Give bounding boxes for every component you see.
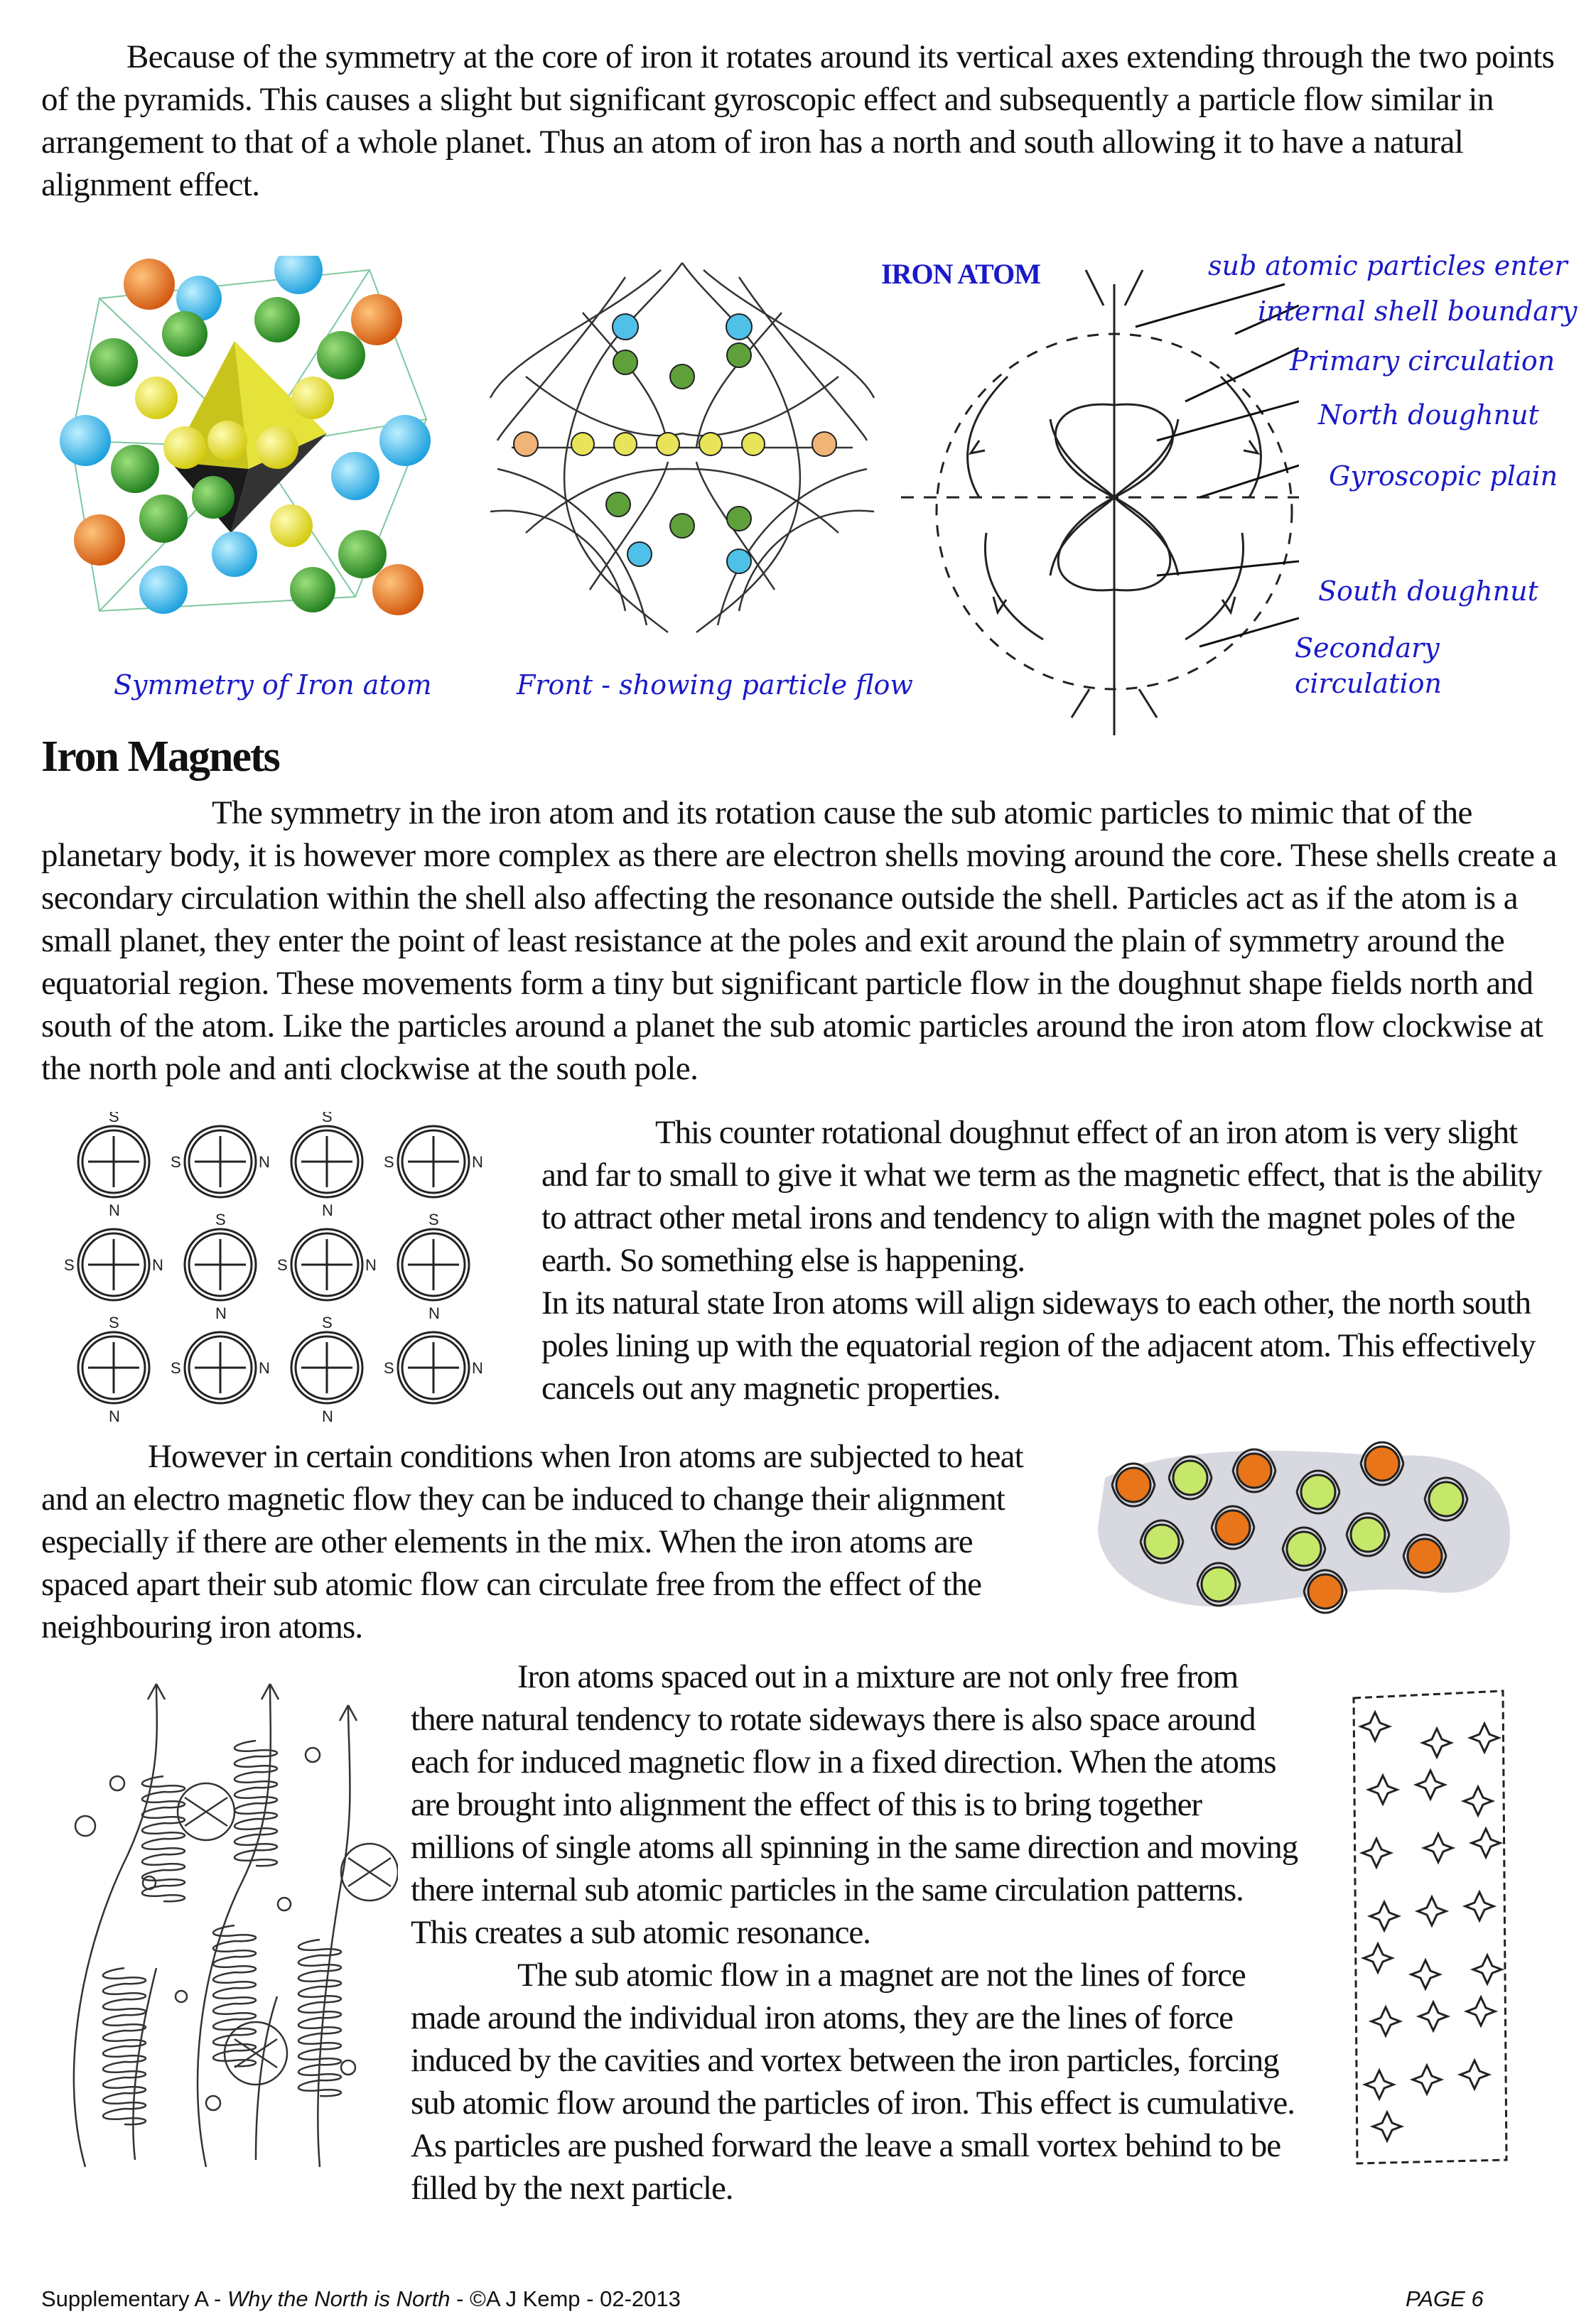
- svg-text:N: N: [259, 1153, 270, 1171]
- label-north-doughnut: North doughnut: [1318, 399, 1539, 431]
- svg-text:N: N: [472, 1153, 483, 1171]
- iron-atom-diagram: [901, 263, 1299, 739]
- svg-text:N: N: [322, 1407, 333, 1425]
- particle-flow-sketch: [483, 256, 881, 639]
- label-secondary: Secondary: [1295, 632, 1440, 664]
- iron-symmetry-illustration: [57, 256, 455, 639]
- atom-alignment-grid: [64, 1112, 519, 1425]
- svg-text:N: N: [472, 1359, 483, 1377]
- svg-text:S: S: [64, 1256, 75, 1274]
- footer-line: [41, 2286, 681, 2312]
- section-heading: Iron Magnets: [41, 733, 279, 781]
- paragraph-counter-rotation: This counter rotational doughnut effect of an iron atom is very slight and far to small to give it what we term as the magnetic effect, that is the ability to attract other metal irons and tendency to align with the magnet poles of the earth. So something else is happening.: [541, 1114, 1542, 1279]
- label-shell-boundary: internal shell boundary: [1258, 296, 1578, 327]
- label-particles-enter: sub atomic particles enter: [1208, 250, 1568, 281]
- svg-text:S: S: [322, 1314, 333, 1331]
- paragraph-symmetry: The symmetry in the iron atom and its rotation cause the sub atomic particles to mimic that of the planetary body, it is however more complex as there are electron shells moving around the core. These shells create a secondary circulation within the shell also affecting the resonance outside the shell. Particles act as if the atom is a small planet, they enter the point of least resistance at the poles and exit around the plain of symmetry around the equatorial region. These movements form a tiny but significant particle flow in the doughnut shape fields north and south of the atom. Like the particles around a planet the sub atomic particles around the iron atom flow clockwise at the north pole and anti clockwise at the south pole.: [41, 794, 1557, 1087]
- svg-text:S: S: [215, 1211, 226, 1228]
- vortex-flow-sketch: [43, 1670, 398, 2181]
- label-gyroscopic-plain: Gyroscopic plain: [1329, 460, 1558, 492]
- footer-title: Why the North is North: [227, 2286, 451, 2311]
- svg-text:N: N: [109, 1201, 120, 1219]
- iron-atom-title: IRON ATOM: [881, 258, 1040, 290]
- svg-text:S: S: [428, 1211, 439, 1228]
- label-circulation: circulation: [1295, 668, 1442, 699]
- paragraph-induced-alignment: However in certain conditions when Iron atoms are subjected to heat and an electro magnetic flow they can be induced to change their alignment especially if there are other elements in the mix. When the iron atoms are spaced apart their sub atomic flow can circulate free from the effect of the neighbouring iron atoms.: [41, 1438, 1023, 1645]
- svg-text:S: S: [109, 1112, 119, 1125]
- front-flow-caption: Front - showing particle flow: [517, 669, 913, 701]
- svg-text:S: S: [171, 1153, 181, 1171]
- svg-text:S: S: [109, 1314, 119, 1331]
- svg-text:N: N: [259, 1359, 270, 1377]
- magnet-bar-sketch: [1339, 1684, 1524, 2174]
- svg-text:N: N: [365, 1256, 377, 1274]
- svg-text:S: S: [322, 1112, 333, 1125]
- paragraph-spaced-mixture: Iron atoms spaced out in a mixture are not only free from there natural tendency to rotate sideways there is also space around each for induced magnetic flow in a fixed direction. When the atoms are brought into alignment the effect of this is to bring together millions of single atoms all spinning in the same direction and moving there internal sub atomic particles in the same circulation patterns. This creates a sub atomic resonance.: [411, 1658, 1298, 1951]
- svg-text:S: S: [384, 1359, 394, 1377]
- footer-prefix: Supplementary A -: [41, 2286, 227, 2311]
- svg-text:S: S: [277, 1256, 288, 1274]
- footer-suffix: - ©A J Kemp - 02-2013: [450, 2286, 681, 2311]
- page-number: PAGE 6: [1406, 2286, 1484, 2311]
- paragraph-natural-state: In its natural state Iron atoms will align sideways to each other, the north south poles lining up with the equatorial region of the adjacent atom. This effectively cancels out any magnetic properties.: [541, 1285, 1536, 1407]
- svg-text:S: S: [384, 1153, 394, 1171]
- svg-text:N: N: [322, 1201, 333, 1219]
- label-primary-circulation: Primary circulation: [1290, 345, 1555, 377]
- svg-text:N: N: [109, 1407, 120, 1425]
- intro-paragraph: Because of the symmetry at the core of iron it rotates around its vertical axes extending through the two points of the pyramids. This causes a slight but significant gyroscopic effect and subsequently a particle flow similar in arrangement to that of a whole planet. Thus an atom of iron has a north and south allowing it to have a natural alignment effect.: [41, 38, 1555, 203]
- spaced-atoms-sketch: [1091, 1435, 1517, 1627]
- symmetry-caption: Symmetry of Iron atom: [114, 669, 432, 701]
- svg-text:S: S: [171, 1359, 181, 1377]
- svg-text:N: N: [428, 1304, 440, 1322]
- svg-text:N: N: [215, 1304, 227, 1322]
- paragraph-sub-atomic-flow: The sub atomic flow in a magnet are not the lines of force made around the individual iron atoms, they are the lines of force induced by the cavities and vortex between the iron particles, forcing sub atomic flow around the particles of iron. This effect is cumulative. As particles are pushed forward the leave a small vortex behind to be filled by the next particle.: [411, 1957, 1295, 2207]
- svg-text:N: N: [152, 1256, 163, 1274]
- label-south-doughnut: South doughnut: [1318, 575, 1538, 607]
